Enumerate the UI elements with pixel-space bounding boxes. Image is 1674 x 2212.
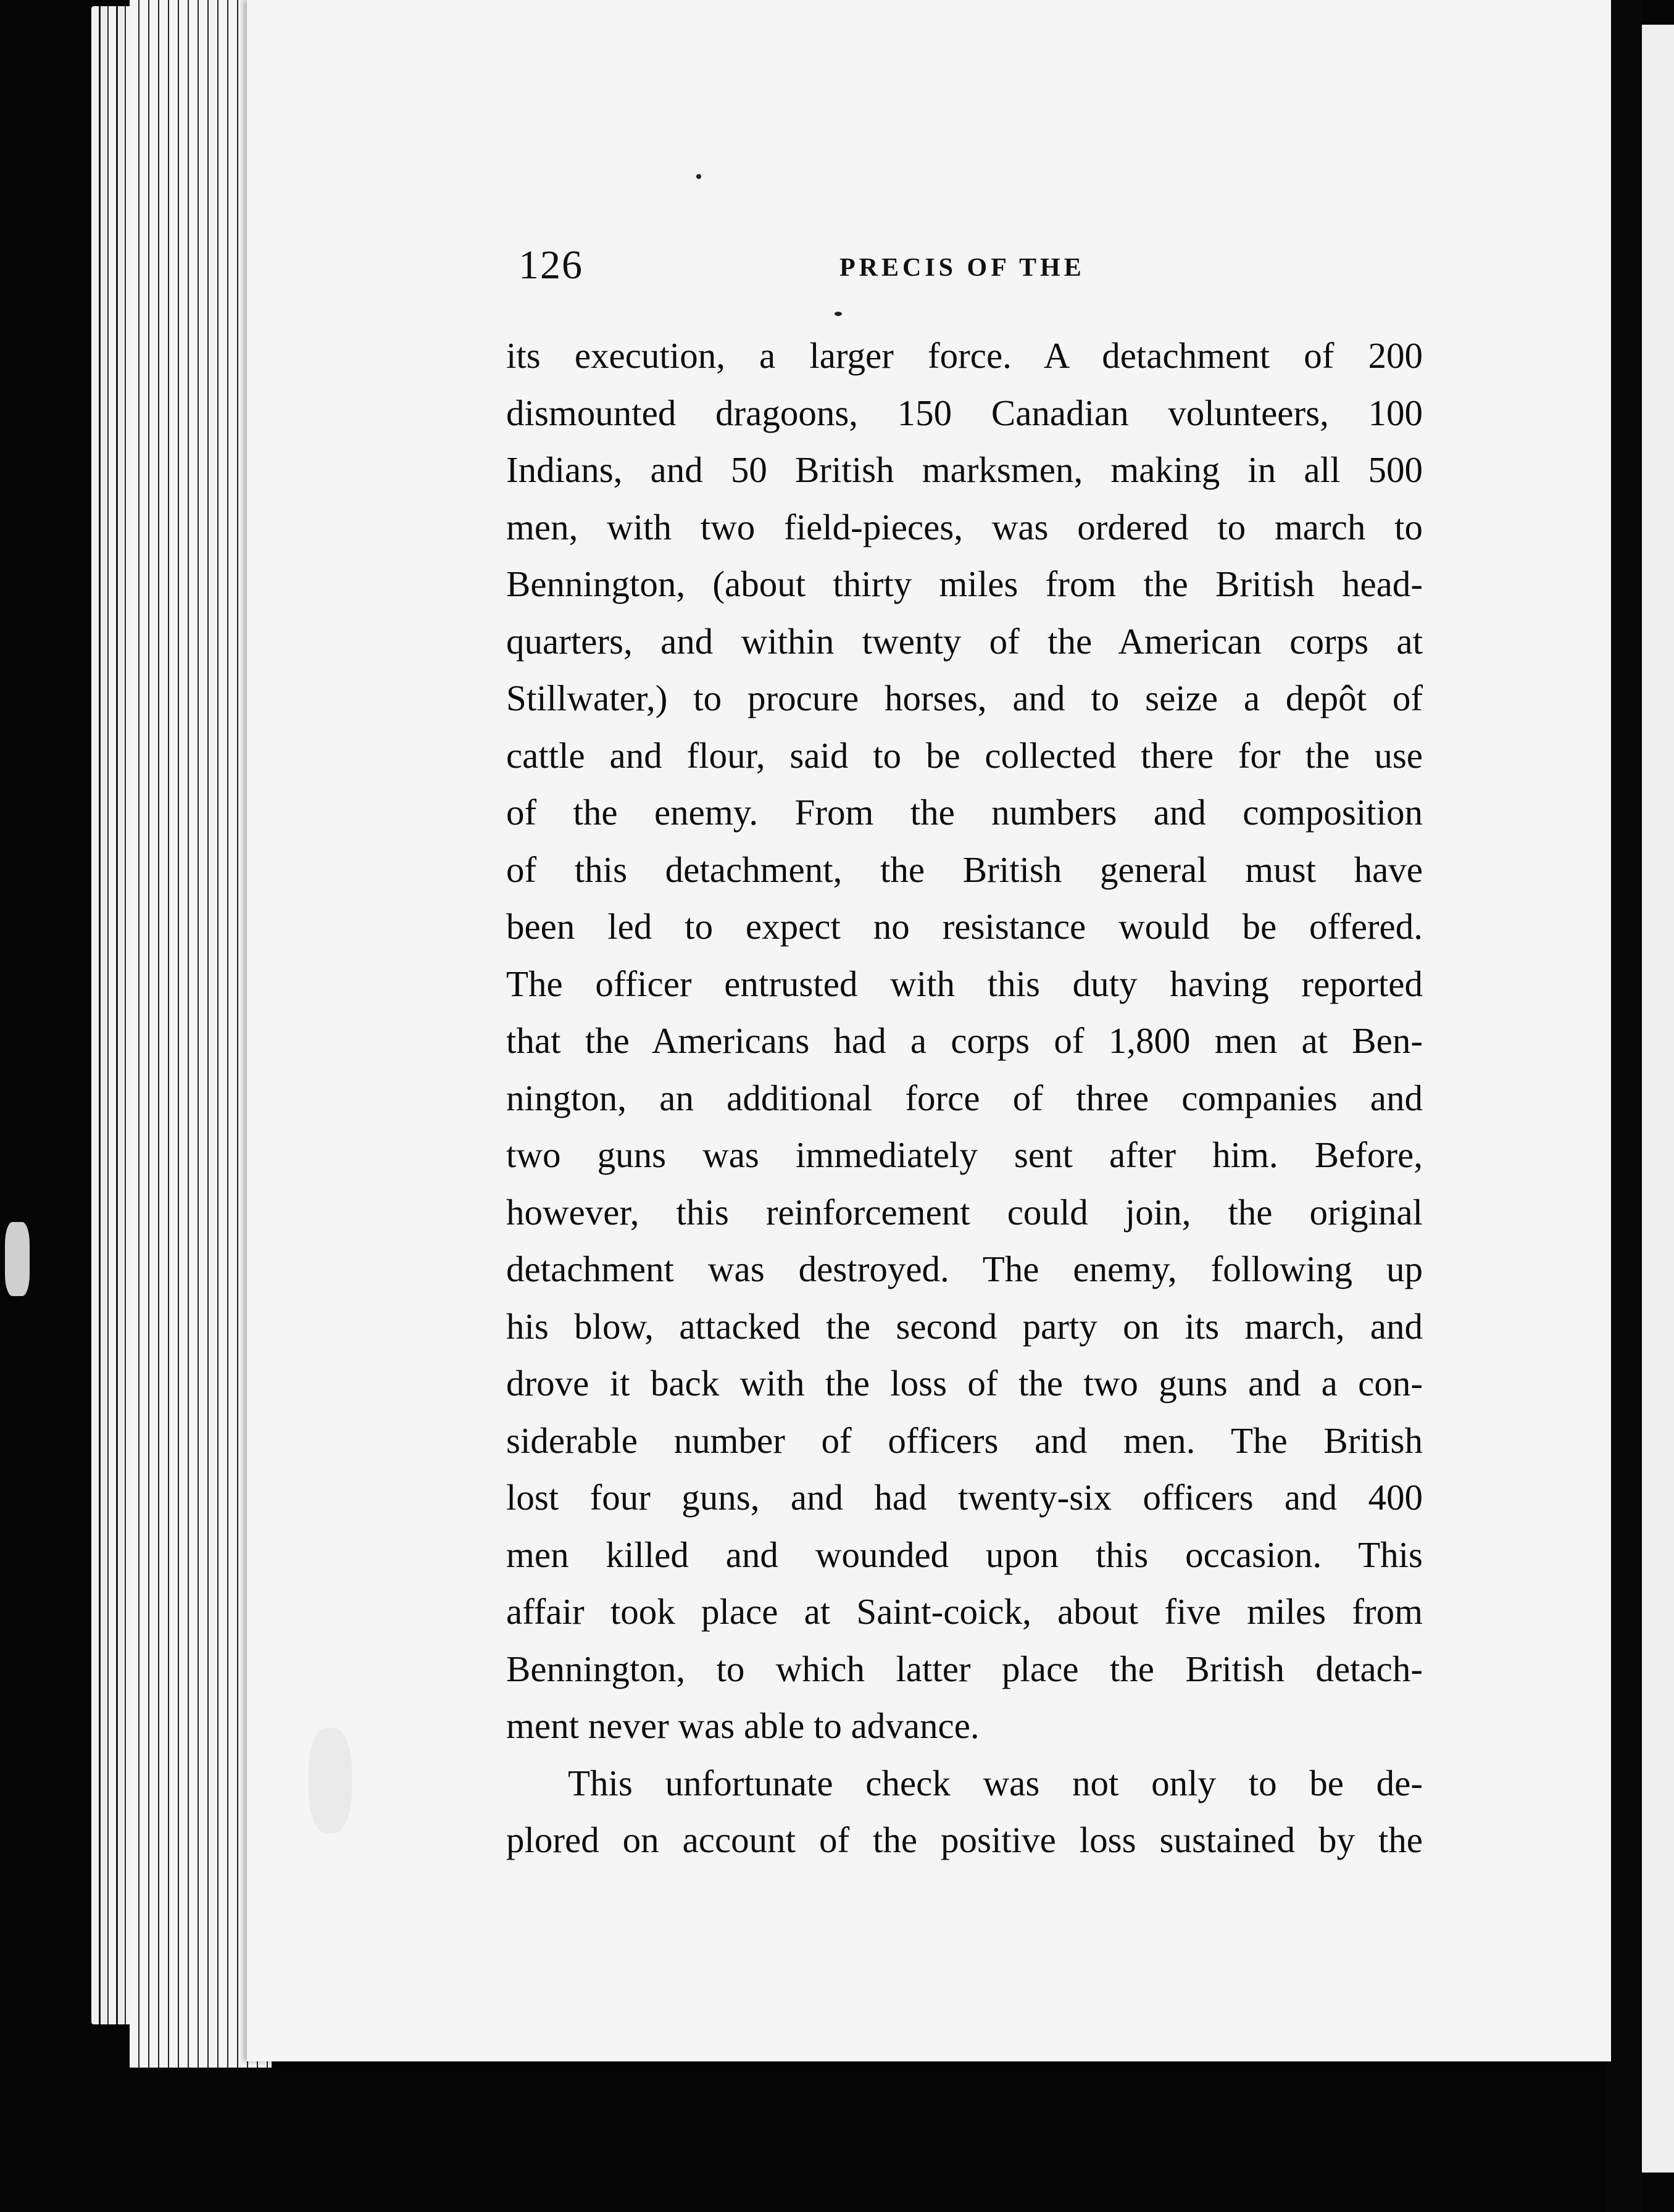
text-line: quarters, and within twenty of the American corps at [506, 620, 1423, 662]
text-line: Indians, and 50 British marksmen, making in all 500 [506, 449, 1423, 490]
text-line: drove it back with the loss of the two guns and a con- [506, 1363, 1423, 1403]
text-line: two guns was immediately sent after him. Before, [506, 1134, 1423, 1175]
text-line: lost four guns, and had twenty-six officers and 400 [506, 1477, 1423, 1518]
facing-page-edge [1642, 25, 1674, 2172]
text-line: however, this reinforcement could join, the original [506, 1191, 1423, 1233]
text-line: ment never was able to advance. [506, 1705, 980, 1746]
text-line: This unfortunate check was not only to be de- [568, 1762, 1423, 1803]
scan-blot [309, 1728, 352, 1833]
body-text [506, 327, 1423, 1869]
running-header: PRECIS OF THE [839, 254, 1085, 282]
text-line: its execution, a larger force. A detachment of 200 [506, 335, 1423, 376]
text-line: Bennington, (about thirty miles from the British head- [506, 563, 1423, 604]
text-line: his blow, attacked the second party on its march, and [506, 1305, 1423, 1347]
text-line: cattle and flour, said to be collected there for the use [506, 734, 1423, 776]
page-number: 126 [518, 243, 583, 288]
text-line: dismounted dragoons, 150 Canadian volunteers, 100 [506, 392, 1423, 433]
scan-speck [5, 1222, 30, 1296]
text-line: nington, an additional force of three companies and [506, 1077, 1423, 1118]
scan-speck [696, 174, 701, 179]
text-line: The officer entrusted with this duty having reported [506, 963, 1423, 1004]
text-line: that the Americans had a corps of 1,800 men at Ben- [506, 1020, 1423, 1061]
text-line: men killed and wounded upon this occasion. This [506, 1534, 1423, 1575]
text-line: men, with two field-pieces, was ordered to march to [506, 506, 1423, 547]
text-line: of this detachment, the British general must have [506, 849, 1423, 890]
text-line: plored on account of the positive loss sustained by the [506, 1819, 1423, 1860]
text-line: siderable number of officers and men. The British [506, 1420, 1423, 1461]
text-line: affair took place at Saint-coick, about five miles from [506, 1591, 1423, 1632]
text-line: Stillwater,) to procure horses, and to seize a depôt of [506, 678, 1423, 718]
text-line: detachment was destroyed. The enemy, following up [506, 1249, 1423, 1289]
text-line: of the enemy. From the numbers and composition [506, 792, 1423, 833]
text-line: Bennington, to which latter place the British detach- [506, 1648, 1423, 1689]
scan-speck [835, 312, 842, 316]
text-line: been led to expect no resistance would be offered. [506, 906, 1423, 947]
